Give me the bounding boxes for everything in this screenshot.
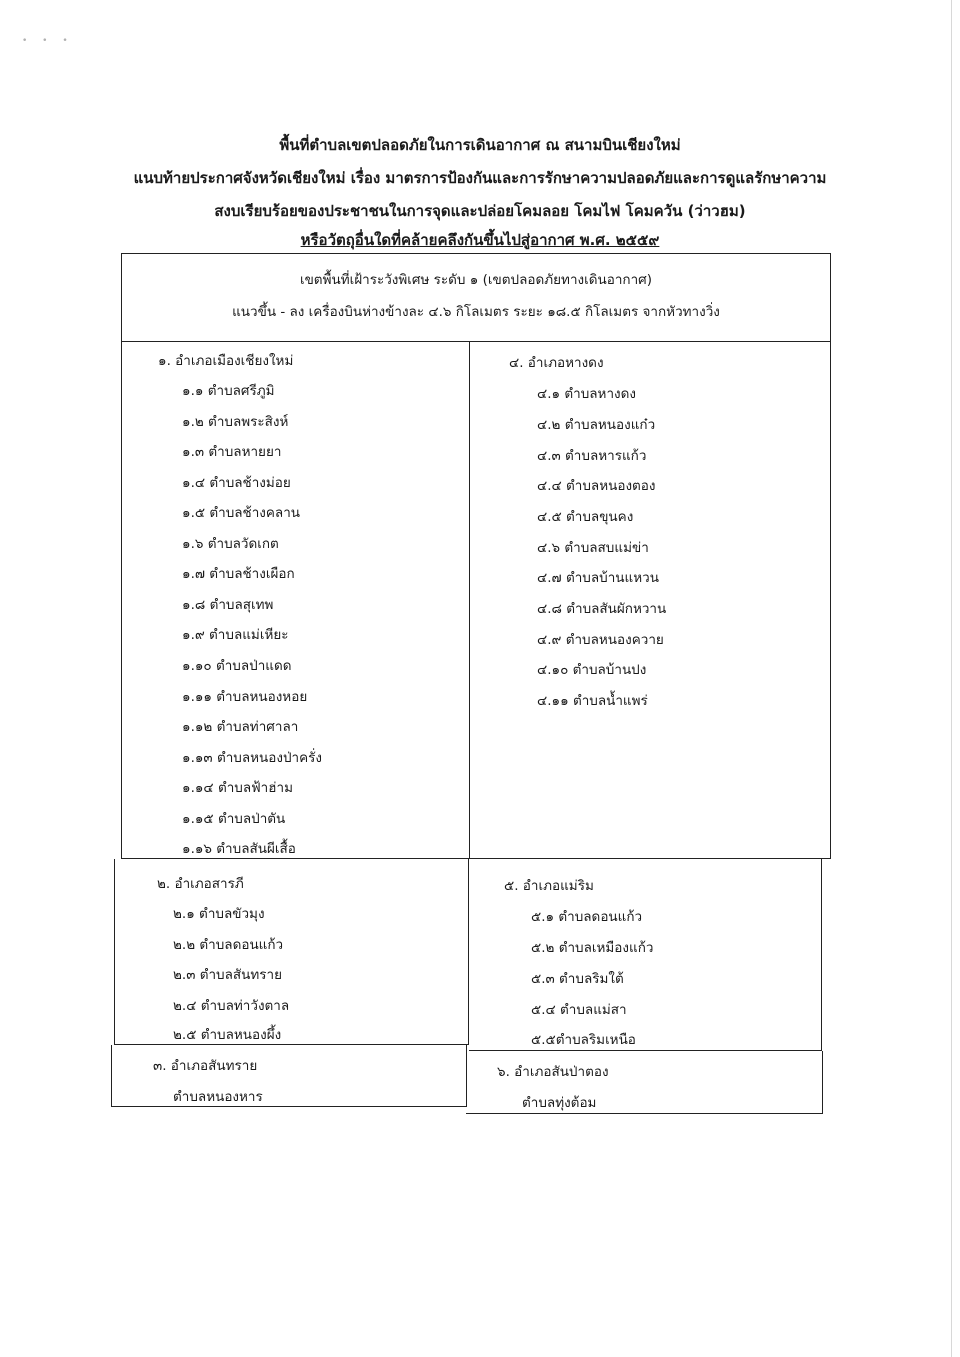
page-title-line-4-text: หรือวัตถุอื่นใดที่คล้ายคลึงกันขึ้นไปสู่อากาศ พ.ศ. ๒๕๕๙ xyxy=(300,231,660,249)
subdistrict-item: ๔.๘ ตำบลสันผักหวาน xyxy=(537,601,667,617)
district-cell-6 xyxy=(466,1051,823,1114)
subdistrict-item: ๑.๑๓ ตำบลหนองป่าครั่ง xyxy=(182,750,322,766)
zone-header-line-1: เขตพื้นที่เฝ้าระวังพิเศษ ระดับ ๑ (เขตปลอดภัยทางเดินอากาศ) xyxy=(299,272,653,288)
subdistrict-item: ๑.๗ ตำบลช้างเผือก xyxy=(182,566,295,582)
district-cell-5 xyxy=(469,859,822,1051)
subdistrict-item: ๑.๘ ตำบลสุเทพ xyxy=(182,597,274,613)
subdistrict-item: ๔.๔ ตำบลหนองตอง xyxy=(537,478,656,494)
district-cell-2 xyxy=(114,859,469,1045)
subdistrict-item: ๔.๗ ตำบลบ้านแหวน xyxy=(537,570,659,586)
subdistrict-item: ๑.๔ ตำบลช้างม่อย xyxy=(182,475,291,491)
subdistrict-item: ๕.๕ตำบลริมเหนือ xyxy=(531,1032,636,1048)
subdistrict-item: ๑.๑๔ ตำบลฟ้าฮ่าม xyxy=(182,780,293,796)
subdistrict-item: ๒.๓ ตำบลสันทราย xyxy=(173,967,283,983)
subdistrict-item: ๒.๒ ตำบลดอนแก้ว xyxy=(173,937,284,953)
subdistrict-item: ๕.๔ ตำบลแม่สา xyxy=(531,1002,627,1018)
page-title-line-1: พื้นที่ตำบลเขตปลอดภัยในการเดินอากาศ ณ สนามบินเชียงใหม่ xyxy=(279,136,681,154)
subdistrict-item: ๔.๖ ตำบลสบแม่ข่า xyxy=(537,540,649,556)
subdistrict-item: ๑.๑๒ ตำบลท่าศาลา xyxy=(182,719,299,735)
subdistrict-item: ๔.๙ ตำบลหนองควาย xyxy=(537,632,664,648)
subdistrict-item: ๒.๕ ตำบลหนองผึ้ง xyxy=(173,1027,282,1043)
subdistrict-item: ๑.๖ ตำบลวัดเกต xyxy=(182,536,279,552)
district-title: ๖. อำเภอสันป่าตอง xyxy=(497,1064,609,1080)
district-title: ๑. อำเภอเมืองเชียงใหม่ xyxy=(158,353,294,369)
subdistrict-item: ๕.๒ ตำบลเหมืองแก้ว xyxy=(531,940,654,956)
district-title: ๔. อำเภอหางดง xyxy=(509,355,604,371)
subdistrict-item: ๒.๔ ตำบลท่าวังตาล xyxy=(173,998,290,1014)
subdistrict-item: ๔.๓ ตำบลหารแก้ว xyxy=(537,448,647,464)
district-cell-3 xyxy=(111,1045,467,1107)
subdistrict-item: ๔.๑๑ ตำบลน้ำแพร่ xyxy=(537,693,648,709)
page-title-line-2: แนบท้ายประกาศจังหวัดเชียงใหม่ เรื่อง มาตรการป้องกันและการรักษาความปลอดภัยและการดูแลรักษาความ xyxy=(133,169,827,187)
subdistrict-item: ๑.๑๖ ตำบลสันผีเสื้อ xyxy=(182,841,296,857)
zone-header-line-2: แนวขึ้น - ลง เครื่องบินห่างข้างละ ๔.๖ กิโลเมตร ระยะ ๑๘.๕ กิโลเมตร จากหัวทางวิ่ง xyxy=(232,304,720,320)
subdistrict-item: ๔.๕ ตำบลขุนคง xyxy=(537,509,634,525)
district-title: ๓. อำเภอสันทราย xyxy=(153,1058,258,1074)
subdistrict-item: ๒.๑ ตำบลขัวมุง xyxy=(173,906,265,922)
page-title-line-4 xyxy=(0,229,960,251)
subdistrict-item: ๔.๑ ตำบลหางดง xyxy=(537,386,636,402)
subdistrict-item: ๑.๕ ตำบลช้างคลาน xyxy=(182,505,301,521)
subdistrict-item: ๑.๙ ตำบลแม่เหียะ xyxy=(182,627,289,643)
subdistrict-item: ตำบลทุ่งต้อม xyxy=(522,1095,597,1111)
page-title-line-3: สงบเรียบร้อยของประชาชนในการจุดและปล่อยโคมลอย โคมไฟ โคมควัน (ว่าวฮม) xyxy=(214,202,746,220)
subdistrict-item: ๑.๑ ตำบลศรีภูมิ xyxy=(182,383,275,399)
subdistrict-item: ๑.๑๑ ตำบลหนองหอย xyxy=(182,689,308,705)
subdistrict-item: ๕.๓ ตำบลริมใต้ xyxy=(531,971,624,987)
scan-specks: • • • xyxy=(22,36,74,46)
district-title: ๒. อำเภอสารภี xyxy=(157,876,244,892)
subdistrict-item: ๕.๑ ตำบลดอนแก้ว xyxy=(531,909,643,925)
subdistrict-item: ๑.๒ ตำบลพระสิงห์ xyxy=(182,414,289,430)
subdistrict-item: ๑.๑๐ ตำบลป่าแดด xyxy=(182,658,292,674)
subdistrict-item: ๑.๓ ตำบลหายยา xyxy=(182,444,282,460)
district-cell-1 xyxy=(121,342,470,859)
zone-header-box xyxy=(121,253,831,342)
subdistrict-item: ๔.๑๐ ตำบลบ้านปง xyxy=(537,662,647,678)
subdistrict-item: ตำบลหนองหาร xyxy=(173,1089,263,1105)
subdistrict-item: ๑.๑๕ ตำบลป่าตัน xyxy=(182,811,286,827)
district-title: ๕. อำเภอแม่ริม xyxy=(504,878,594,894)
subdistrict-item: ๔.๒ ตำบลหนองแก๋ว xyxy=(537,417,656,433)
district-cell-4 xyxy=(470,342,831,859)
